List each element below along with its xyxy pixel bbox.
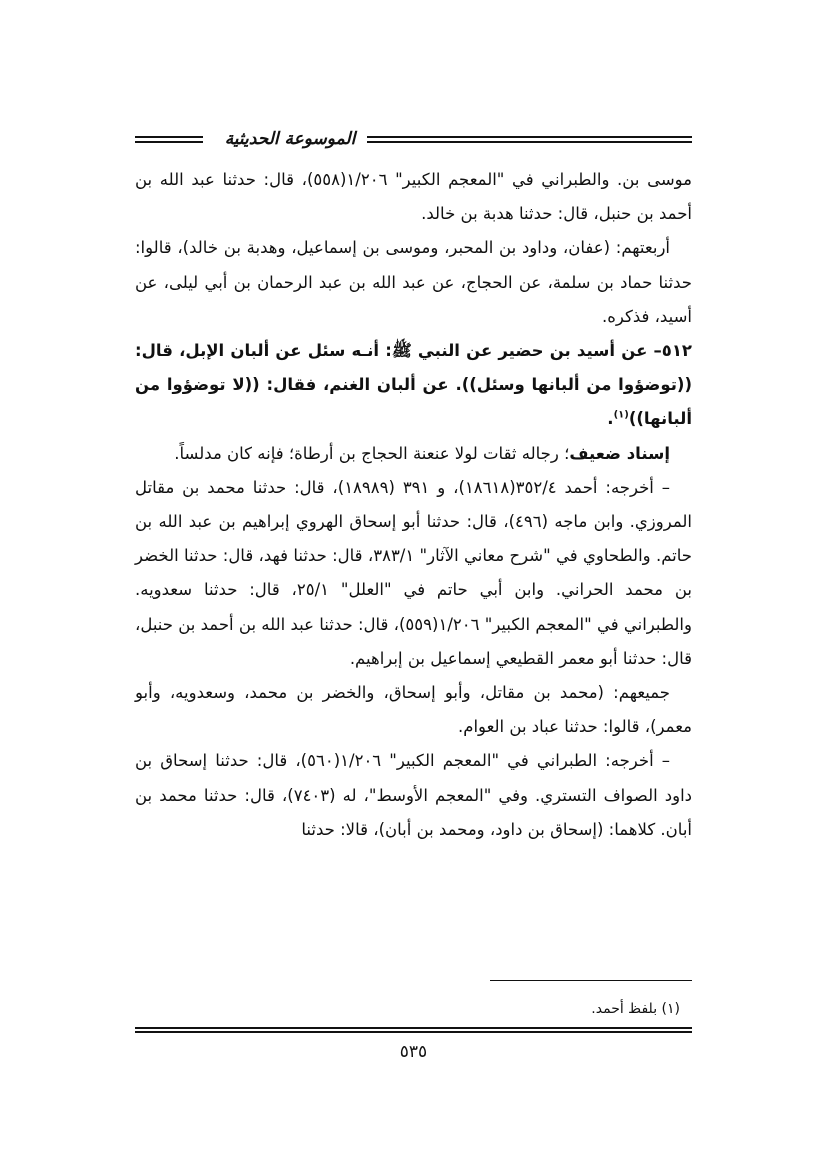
paragraph-narrators: أربعتهم: (عفان، وداود بن المحبر، وموسى بن إسماعيل، وهدبة بن خالد)، قالوا: حدثنا حماد بن سلمة، عن الحجاج، عن عبد الله بن عبد الرحمان بن أبي ليلى، عن أسيد، فذكره. (135, 238, 692, 326)
isnad-text: ؛ رجاله ثقات لولا عنعنة الحجاج بن أرطاة؛ فإنه كان مدلساً. (174, 443, 570, 463)
header-rule-right (367, 136, 692, 143)
takhrij-summary: جميعهم: (محمد بن مقاتل، وأبو إسحاق، والخضر بن محمد، وسعدويه، وأبو معمر)، قالوا: حدثنا عباد بن العوام. (135, 683, 692, 737)
isnad-label: إسناد ضعيف (569, 443, 670, 463)
header-title: الموسوعة الحديثية (224, 129, 356, 149)
takhrij-paragraph-2: – أخرجه: الطبراني في "المعجم الكبير" ١/٢٠٦(٥٦٠)، قال: حدثنا إسحاق بن داود الصواف التستري. وفي "المعجم الأوسط"، له (٧٤٠٣)، قال: حدثنا محمد بن أبان. كلاهما: (إسحاق بن داود، ومحمد بن أبان)، قالا: حدثنا (135, 751, 692, 839)
footnote-ref[interactable]: (١) (613, 409, 629, 421)
running-header (135, 128, 692, 154)
footnote-separator (490, 980, 692, 981)
paragraph-continuation: موسى بن. والطبراني في "المعجم الكبير" ١/٢٠٦(٥٥٨)، قال: حدثنا عبد الله بن أحمد بن حنبل، قال: حدثنا هدبة بن خالد. (135, 170, 693, 224)
footnote-1: (١) بلفظ أحمد. (591, 1001, 680, 1017)
header-rule-left (135, 136, 203, 143)
main-text (135, 163, 692, 847)
footer-rule (135, 1027, 692, 1033)
isnad-grading (135, 437, 692, 471)
hadith-512 (135, 334, 692, 437)
hadith-text: ٥١٢– عن أسيد بن حضير عن النبي ﷺ: أنـه سئل عن ألبان الإبل، قال: ((توضؤوا من ألبانها وسئل)). عن ألبان الغنم، فقال: ((لا توضؤوا من ألبانها)) (135, 341, 692, 429)
hadith-end: . (607, 409, 614, 429)
takhrij-paragraph: – أخرجه: أحمد ٣٥٢/٤(١٨٦١٨)، و ٣٩١ (١٨٩٨٩)، قال: حدثنا محمد بن مقاتل المروزي. وابن ماجه (٤٩٦)، قال: حدثنا أبو إسحاق الهروي إبراهيم بن عبد الله بن حاتم. والطحاوي في "شرح معاني الآثار" ٣٨٣/١، قال: حدثنا فهد، قال: حدثنا الخضر بن محمد الحراني. وابن أبي حاتم في "العلل" ٢٥/١، قال: حدثنا سعدويه. والطبراني في "المعجم الكبير" ١/٢٠٦(٥٥٩)، قال: حدثنا عبد الله بن أحمد بن حنبل، قال: حدثنا أبو معمر القطيعي إسماعيل بن إبراهيم. (135, 477, 693, 668)
page-number: ٥٣٥ (399, 1042, 428, 1062)
